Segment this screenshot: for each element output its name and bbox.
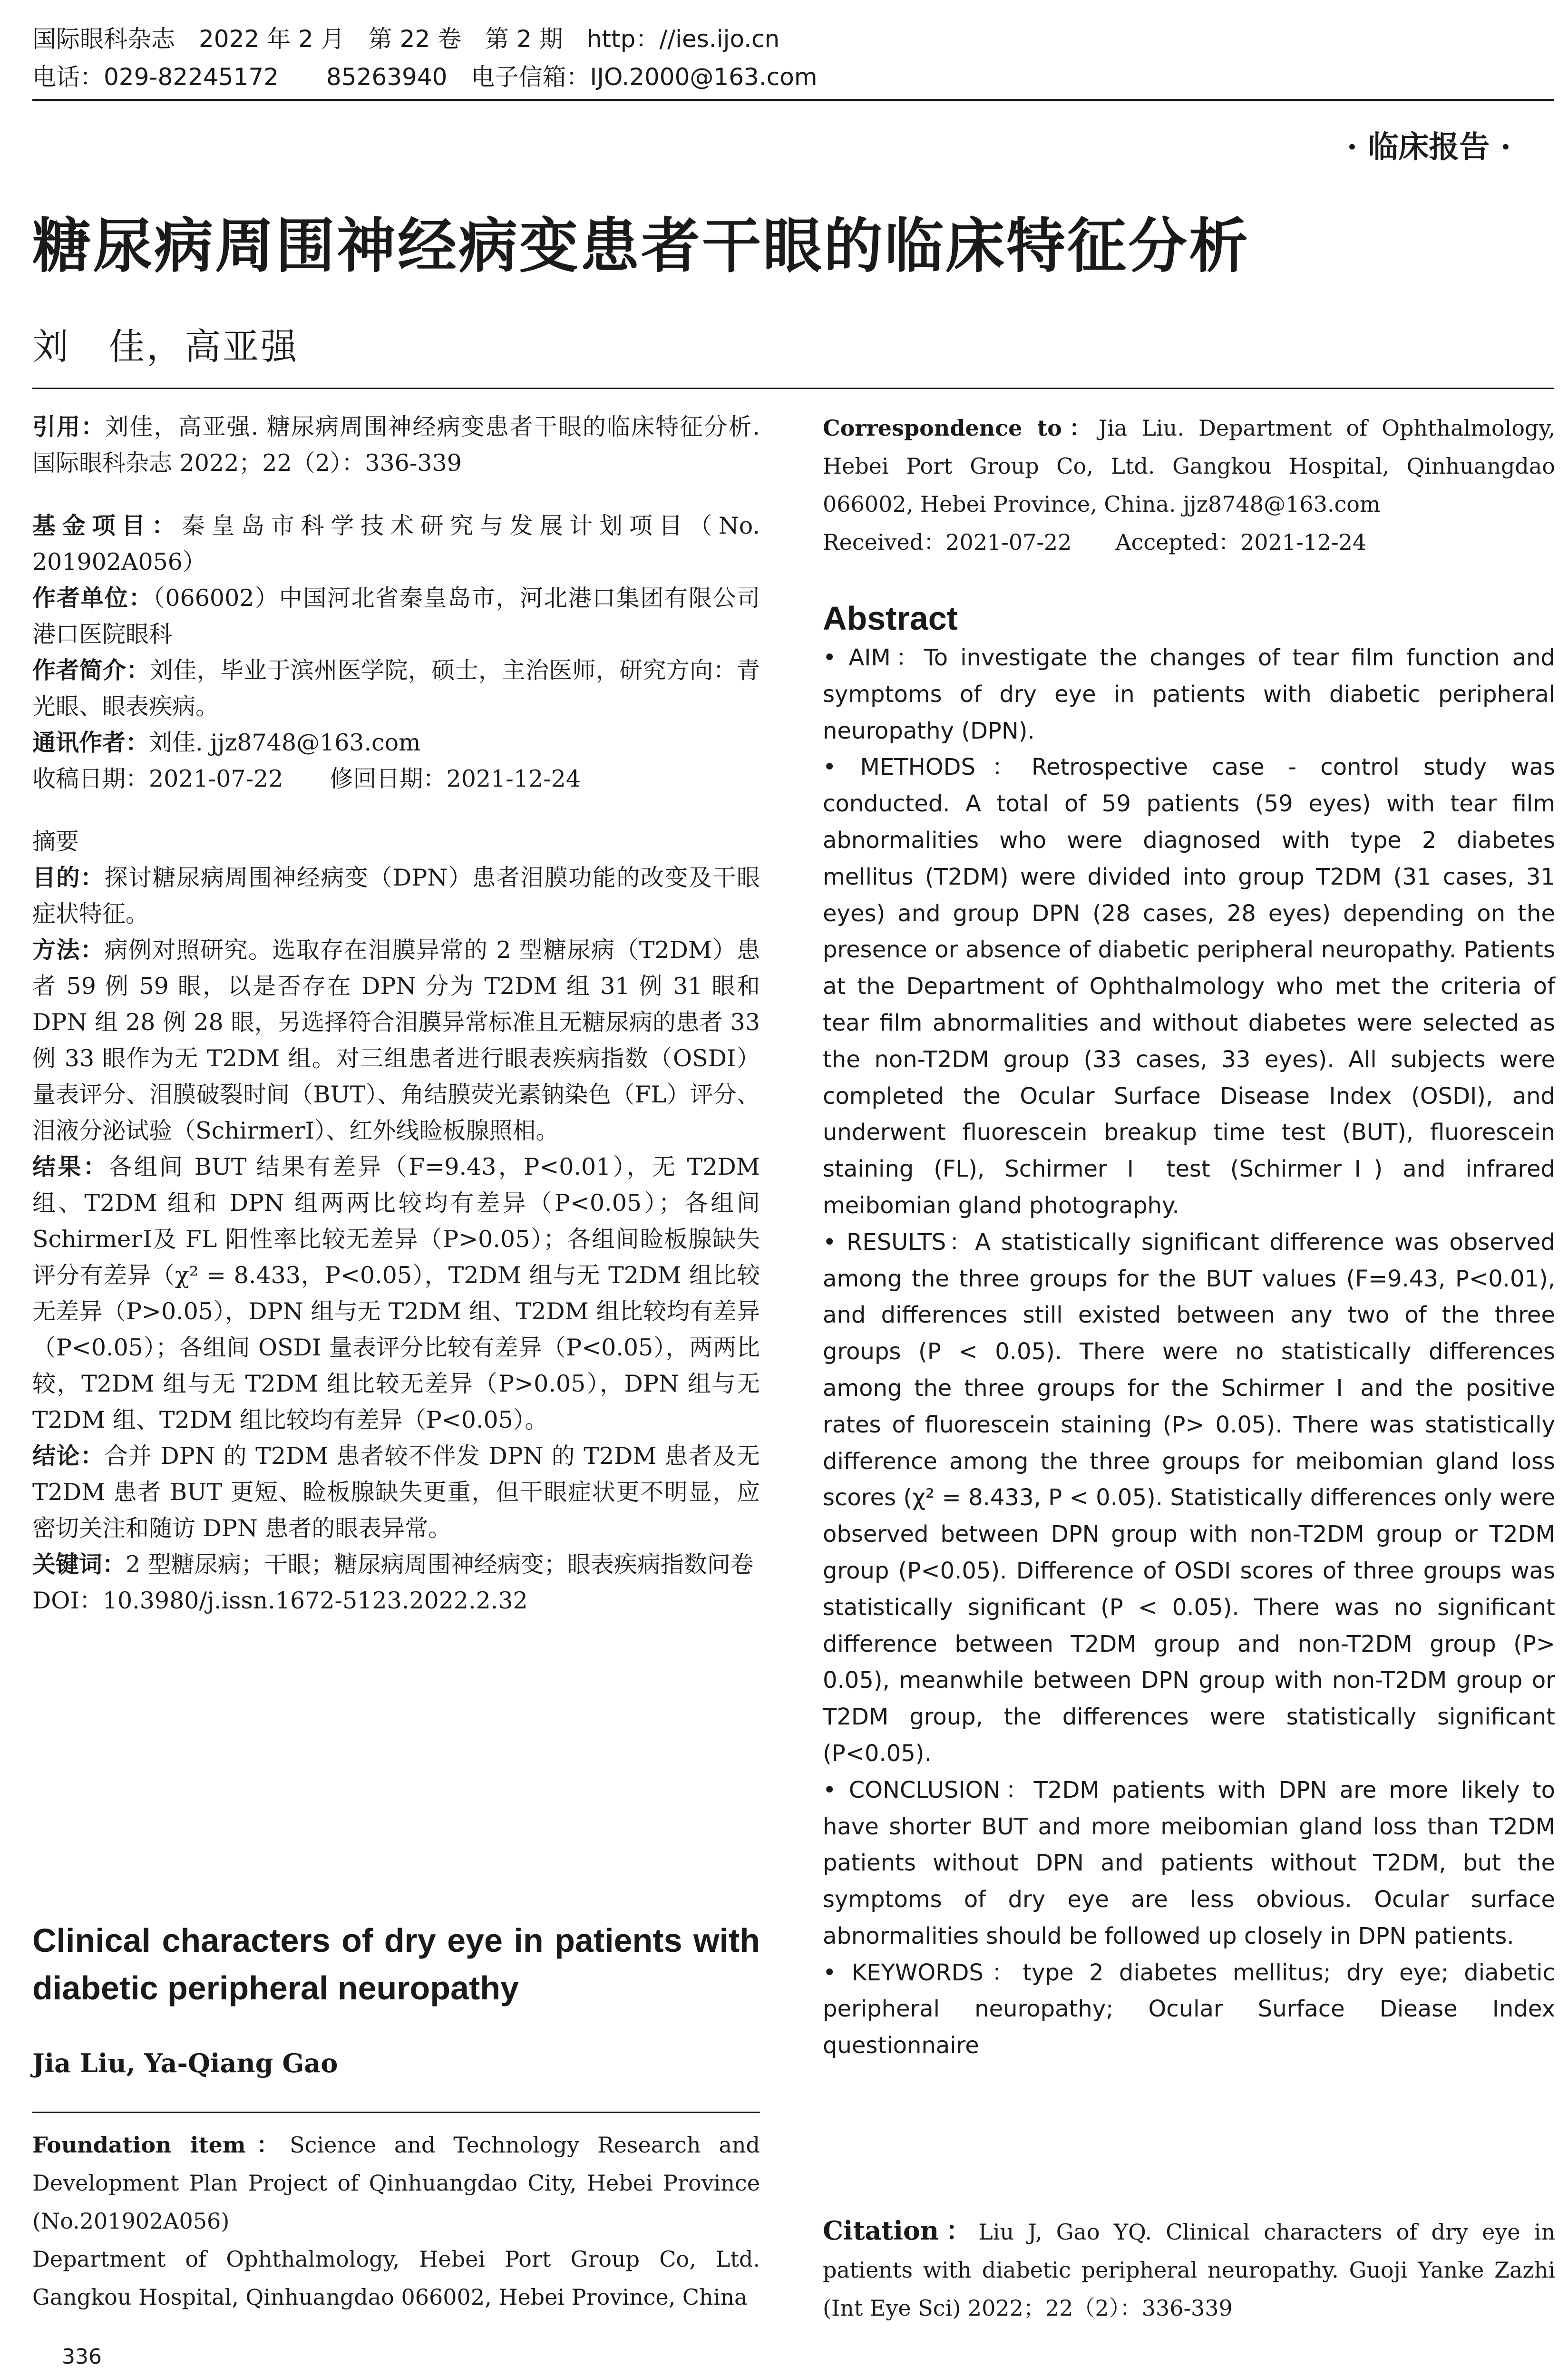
section-tag: · 临床报告 · — [1346, 129, 1511, 165]
keywords-label-en: • KEYWORDS： — [823, 1959, 1023, 1986]
methods-text-en: Retrospective case - control study was conducted. A total of 59 patients (59 eyes) with tear film abnormalities who were diagnosed with type 2 diabetes mellitus (T2DM) were divided into group T2DM (31 cases, 31 eyes) and group DPN (28 cases, 28 eyes) depending on the presence or absence of diabetic peripheral neuropathy. Patients at the Department of Ophthalmology who met the criteria of tear film abnormalities and without diabetes were selected as the non-T2DM group (33 cases, 33 eyes). All subjects were completed the Ocular Surface Disease Index (OSDI), and underwent fluorescein breakup time test (BUT), fluorescein staining (FL), Schirmer Ⅰ test (SchirmerⅠ) and infrared meibomian gland photography. — [823, 754, 1555, 1219]
bio-block — [32, 653, 760, 725]
unit-block — [32, 580, 760, 653]
results-text-cn: 各组间 BUT 结果有差异（F=9.43，P<0.01），无 T2DM 组、T2DM 组和 DPN 组两两比较均有差异（P<0.05）；各组间 SchirmerⅠ及 FL 阳性率比较无差异（P>0.05）；各组间睑板腺缺失评分有差异（χ² = 8.433，P<0.05），T2DM 组与无 T2DM 组比较无差异（P>0.05），DPN 组与无 T2DM 组、T2DM 组比较均有差异（P<0.05）；各组间 OSDI 量表评分比较有差异（P<0.05），两两比较，T2DM 组与无 T2DM 组比较无差异（P>0.05），DPN 组与无 T2DM 组、T2DM 组比较均有差异（P<0.05）。 — [32, 1153, 760, 1433]
foundation-block — [32, 2126, 760, 2316]
header-divider — [32, 99, 1554, 101]
foundation-text: Science and Technology Research and Development Plan Project of Qinhuangdao City, Hebei Province (No.201902A056) — [32, 2132, 760, 2234]
left-column — [32, 409, 760, 1619]
citation-en-block — [823, 2211, 1555, 2327]
keywords-text-en: type 2 diabetes mellitus; dry eye; diabetic peripheral neuropathy; Ocular Surface Diease Index questionnaire — [823, 1959, 1555, 2059]
foundation-line — [32, 2126, 760, 2240]
journal-header-line1: 国际眼科杂志 2022 年 2 月 第 22 卷 第 2 期 http：//ies.ijo.cn — [32, 25, 780, 53]
conclusion-en — [823, 1772, 1555, 1955]
english-authors: Jia Liu, Ya-Qiang Gao — [32, 2048, 338, 2078]
journal-header-line2: 电话：029-82245172 85263940 电子信箱：IJO.2000@163.com — [32, 63, 818, 91]
title-divider — [32, 388, 1554, 389]
results-text-en: A statistically significant difference was observed among the three groups for the BUT values (F=9.43, P<0.01), and differences still existed between any two of the three groups (P < 0.05). There were no statistically differences among the three groups for the Schirmer Ⅰ and the positive rates of fluorescein staining (P> 0.05). There was statistically difference among the three groups for meibomian gland loss scores (χ² = 8.433, P < 0.05). Statistically differences only were observed between DPN group with non-T2DM group or T2DM group (P<0.05). Difference of OSDI scores of three groups was statistically significant (P < 0.05). There was no significant difference between T2DM group and non-T2DM group (P> 0.05), meanwhile between DPN group with non-T2DM group or T2DM group, the differences were statistically significant (P<0.05). — [823, 1228, 1555, 1767]
keywords-text-cn: 2 型糖尿病；干眼；糖尿病周围神经病变；眼表疾病指数问卷 — [126, 1551, 754, 1578]
aim-label-cn: 目的： — [32, 864, 105, 891]
methods-en — [823, 749, 1555, 1224]
aim-cn — [32, 860, 760, 932]
conclusion-text-cn: 合并 DPN 的 T2DM 患者较不伴发 DPN 的 T2DM 患者及无 T2DM 患者 BUT 更短、睑板腺缺失更重，但干眼症状更不明显，应密切关注和随访 DPN 患者的眼表异常。 — [32, 1442, 760, 1542]
citation-text: 刘佳，高亚强. 糖尿病周围神经病变患者干眼的临床特征分析. 国际眼科杂志 2022；22（2）：336-339 — [32, 413, 760, 477]
bio-label: 作者简介： — [32, 657, 150, 684]
results-en — [823, 1224, 1555, 1772]
methods-label-cn: 方法： — [32, 936, 105, 964]
department-text: Department of Ophthalmology, Hebei Port Group Co, Ltd. Gangkou Hospital, Qinhuangdao 066002, Hebei Province, China — [32, 2246, 760, 2310]
spacer — [32, 481, 760, 508]
aim-text-cn: 探讨糖尿病周围神经病变（DPN）患者泪膜功能的改变及干眼症状特征。 — [32, 864, 760, 927]
citation-label: 引用： — [32, 413, 106, 440]
aim-text-en: To investigate the changes of tear film function and symptoms of dry eye in patients with diabetic peripheral neuropathy (DPN). — [823, 644, 1555, 744]
conclusion-label-cn: 结论： — [32, 1442, 105, 1470]
article-title: 糖尿病周围神经病变患者干眼的临床特征分析 — [32, 212, 1250, 281]
aim-label-en: • AIM： — [823, 644, 924, 671]
keywords-cn — [32, 1547, 760, 1583]
corr-text: 刘佳. jjz8748@163.com — [149, 729, 421, 756]
citation-en-label: Citation： — [823, 2215, 979, 2246]
methods-text-cn: 病例对照研究。选取存在泪膜异常的 2 型糖尿病（T2DM）患者 59 例 59 眼，以是否存在 DPN 分为 T2DM 组 31 例 31 眼和 DPN 组 28 例 28 眼，另选择符合泪膜异常标准且无糖尿病的患者 33 例 33 眼作为无 T2DM 组。对三组患者进行眼表疾病指数（OSDI）量表评分、泪膜破裂时间（BUT）、角结膜荧光素钠染色（FL）评分、泪液分泌试验（SchirmerⅠ）、红外线睑板腺照相。 — [32, 936, 760, 1144]
citation-block — [32, 409, 760, 481]
corr-block — [32, 725, 760, 761]
bio-text: 刘佳，毕业于滨州医学院，硕士，主治医师，研究方向：青光眼、眼表疾病。 — [32, 657, 760, 720]
dates-line: 收稿日期：2021-07-22 修回日期：2021-12-24 — [32, 765, 581, 792]
correspondence-line — [823, 409, 1555, 523]
fund-text: 秦皇岛市科学技术研究与发展计划项目（No. 201902A056） — [32, 512, 760, 575]
conclusion-text-en: T2DM patients with DPN are more likely to have shorter BUT and more meibomian gland loss than T2DM patients without DPN and patients without T2DM, but the symptoms of dry eye are less obvious. Ocular surface abnormalities should be followed up closely in DPN patients. — [823, 1776, 1555, 1949]
correspondence-label: Correspondence to： — [823, 415, 1099, 441]
conclusion-cn — [32, 1438, 760, 1547]
fund-label: 基金项目： — [32, 512, 182, 539]
english-title-block — [32, 1917, 760, 2082]
methods-label-en: • METHODS： — [823, 754, 1032, 781]
fund-block — [32, 508, 760, 580]
results-cn — [32, 1149, 760, 1438]
methods-cn — [32, 932, 760, 1149]
results-label-cn: 结果： — [32, 1153, 109, 1180]
article-authors: 刘 佳，高亚强 — [32, 325, 299, 368]
english-title: Clinical characters of dry eye in patients with diabetic peripheral neuropathy — [32, 1922, 760, 2007]
spacer — [32, 797, 760, 824]
abstract-label-cn: 摘要 — [32, 828, 79, 855]
abstract-heading: Abstract — [823, 600, 958, 637]
unit-text: （066002）中国河北省秦皇岛市，河北港口集团有限公司港口医院眼科 — [32, 585, 760, 648]
received-accepted: Received：2021-07-22 Accepted：2021-12-24 — [823, 529, 1367, 555]
aim-en — [823, 640, 1555, 749]
doi-line: DOI：10.3980/j.issn.1672-5123.2022.2.32 — [32, 1587, 528, 1614]
correspondence-block — [823, 409, 1555, 561]
correspondence-text: Jia Liu. Department of Ophthalmology, Hebei Port Group Co, Ltd. Gangkou Hospital, Qinhuangdao 066002, Hebei Province, China. jjz8748@163.com — [823, 415, 1555, 517]
foundation-label: Foundation item： — [32, 2132, 290, 2158]
corr-label: 通讯作者： — [32, 729, 149, 756]
unit-label: 作者单位： — [32, 585, 153, 612]
citation-en-line — [823, 2211, 1555, 2327]
keywords-label-cn: 关键词： — [32, 1551, 126, 1578]
conclusion-label-en: • CONCLUSION： — [823, 1776, 1034, 1803]
english-abstract — [823, 597, 1555, 2064]
spacer — [32, 2012, 760, 2045]
results-label-en: • RESULTS： — [823, 1228, 975, 1256]
page-number: 336 — [62, 2345, 102, 2369]
english-authors-divider — [32, 2112, 760, 2113]
keywords-en — [823, 1955, 1555, 2064]
citation-en-text: Liu J, Gao YQ. Clinical characters of dry eye in patients with diabetic peripheral neuropathy. Guoji Yanke Zazhi (Int Eye Sci) 2022；22（2）：336-339 — [823, 2219, 1555, 2321]
